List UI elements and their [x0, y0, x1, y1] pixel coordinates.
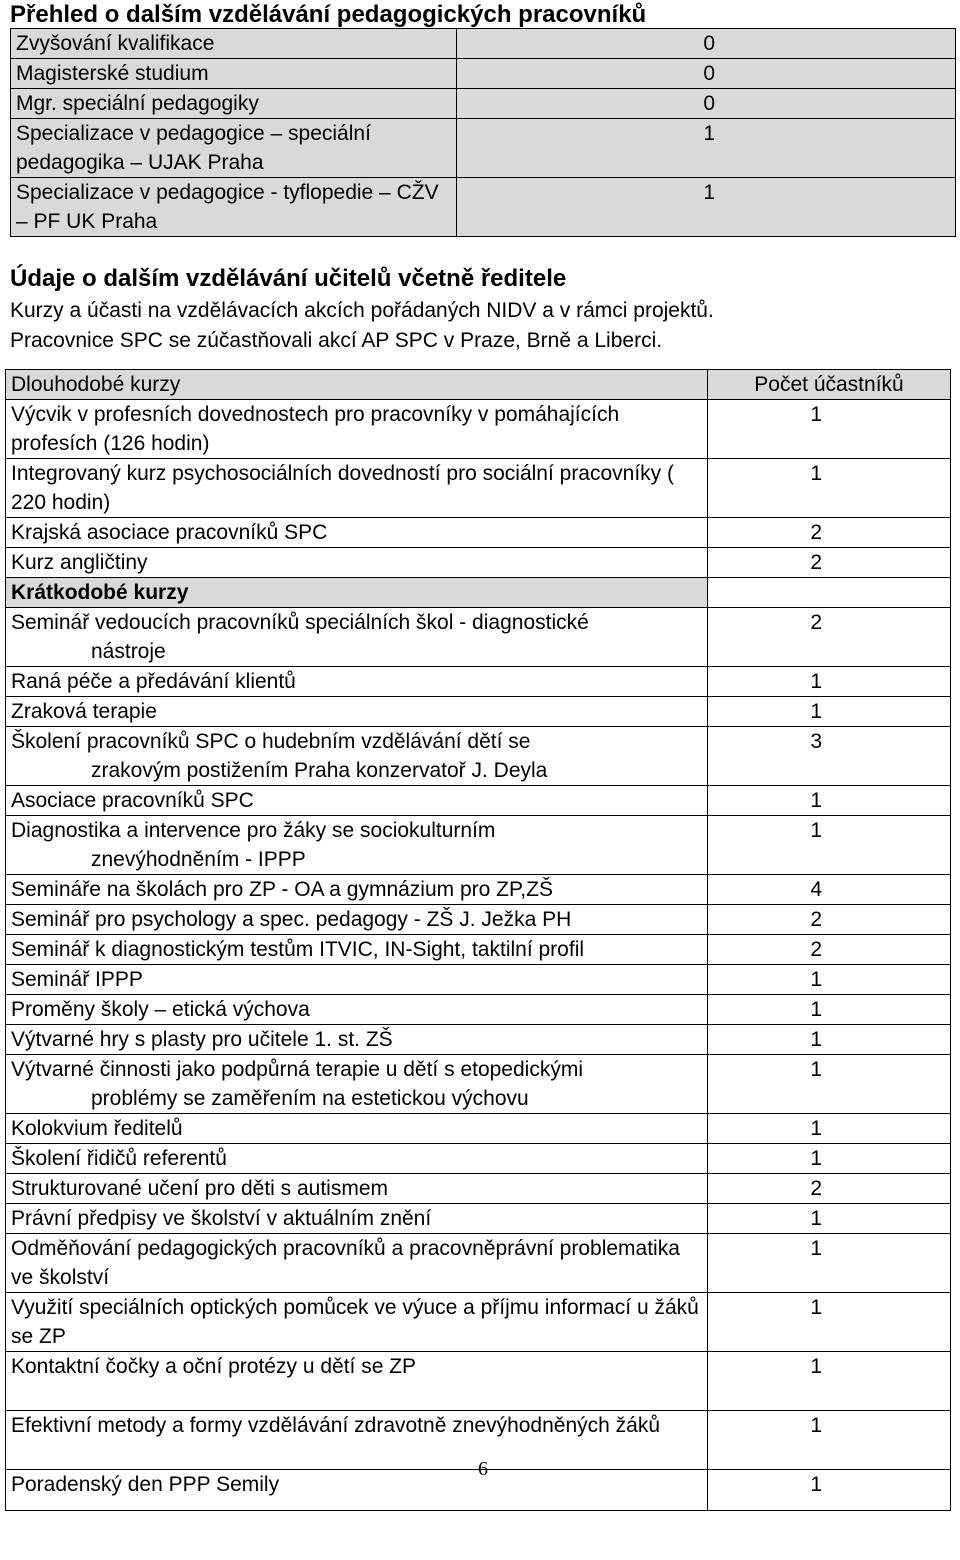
course-count: 1: [708, 400, 951, 459]
course-label: [6, 697, 708, 727]
row-label: Specializace v pedagogice – speciální pedagogika – UJAK Praha: [11, 119, 457, 178]
course-count: 1: [708, 786, 951, 816]
table-row: [6, 1055, 951, 1114]
table-row: [11, 178, 956, 237]
course-count: 2: [708, 1174, 951, 1204]
course-label: [6, 400, 708, 459]
row-count: 0: [457, 89, 956, 119]
course-label-text: Školení řidičů referentů: [11, 1147, 227, 1170]
table-row: [6, 1234, 951, 1293]
course-count: 3: [708, 727, 951, 786]
course-count: 2: [708, 905, 951, 935]
course-label: [6, 816, 708, 875]
table-row: [6, 935, 951, 965]
course-label-text: Efektivní metody a formy vzdělávání zdravotně znevýhodněných žáků: [11, 1414, 661, 1437]
course-label: [6, 1174, 708, 1204]
course-count: 2: [708, 518, 951, 548]
table-row: [6, 875, 951, 905]
course-label: [6, 1144, 708, 1174]
row-label: Zvyšování kvalifikace: [11, 29, 457, 59]
table-subheader-row: [6, 578, 951, 608]
table-row: [6, 816, 951, 875]
course-count: 1: [708, 1144, 951, 1174]
table-row: [6, 459, 951, 518]
course-count: 1: [708, 1025, 951, 1055]
table-row: [6, 548, 951, 578]
header-short-courses: Krátkodobé kurzy: [6, 578, 708, 608]
table-row: [6, 727, 951, 786]
course-label: [6, 1293, 708, 1352]
header-long-courses: Dlouhodobé kurzy: [6, 370, 708, 400]
course-label-text: Semináře na školách pro ZP - OA a gymnázium pro ZP,ZŠ: [11, 878, 553, 901]
table-row: [6, 995, 951, 1025]
course-count: 2: [708, 935, 951, 965]
page-number: 6: [478, 1458, 488, 1480]
course-label-text: Seminář k diagnostickým testům ITVIC, IN-Sight, taktilní profil: [11, 938, 585, 961]
course-label: [6, 1055, 708, 1114]
section2-paragraph-1: Kurzy a účasti na vzdělávacích akcích pořádaných NIDV a v rámci projektů.: [10, 299, 714, 322]
row-label: Magisterské studium: [11, 59, 457, 89]
course-label: [6, 1204, 708, 1234]
course-label-text: Seminář pro psychology a spec. pedagogy - ZŠ J. Ježka PH: [11, 908, 572, 931]
course-count: 2: [708, 548, 951, 578]
course-label-text: Raná péče a předávání klientů: [11, 670, 296, 693]
course-count: 1: [708, 995, 951, 1025]
section2-paragraph-2: Pracovnice SPC se zúčastňovali akcí AP SPC v Praze, Brně a Liberci.: [10, 329, 663, 352]
table-row: [6, 608, 951, 667]
course-label-text: Asociace pracovníků SPC: [11, 789, 254, 812]
course-label-text: Výtvarné činnosti jako podpůrná terapie u dětí s etopedickými: [11, 1058, 583, 1081]
course-label-text: Proměny školy – etická výchova: [11, 998, 310, 1021]
course-count: 4: [708, 875, 951, 905]
course-label-text: Odměňování pedagogických pracovníků a pracovněprávní problematika ve školství: [11, 1237, 680, 1289]
qualification-table: [10, 28, 956, 237]
course-label: [6, 786, 708, 816]
row-count: 1: [457, 119, 956, 178]
course-count: 1: [708, 1055, 951, 1114]
course-label: [6, 935, 708, 965]
course-label: [6, 608, 708, 667]
course-label: [6, 518, 708, 548]
row-count: 0: [457, 59, 956, 89]
row-count: 1: [457, 178, 956, 237]
course-label: [6, 1114, 708, 1144]
course-label: [6, 1025, 708, 1055]
course-count: 1: [708, 1234, 951, 1293]
course-label-text: Kurz angličtiny: [11, 551, 148, 574]
course-label-text: Výtvarné hry s plasty pro učitele 1. st. ZŠ: [11, 1028, 393, 1051]
course-label-text: Seminář IPPP: [11, 968, 143, 991]
course-count: 1: [708, 965, 951, 995]
table-row: [11, 29, 956, 59]
table-row: [6, 1025, 951, 1055]
courses-table: [5, 369, 951, 1511]
course-label-text: Kolokvium ředitelů: [11, 1117, 183, 1140]
course-label-text: Kontaktní čočky a oční protézy u dětí se ZP: [11, 1355, 417, 1378]
table-row: [6, 1174, 951, 1204]
course-label: [6, 995, 708, 1025]
course-label: [6, 1470, 708, 1511]
table-row: [6, 786, 951, 816]
course-label-text: Seminář vedoucích pracovníků speciálních škol - diagnostické: [11, 611, 589, 634]
table-row: [6, 697, 951, 727]
table-row: [6, 1352, 951, 1411]
course-label-text: Právní předpisy ve školství v aktuálním znění: [11, 1207, 432, 1230]
course-label-text: Zraková terapie: [11, 700, 157, 723]
course-label-text: Výcvik v profesních dovednostech pro pracovníky v pomáhajících profesích (126 hodin): [11, 403, 620, 455]
course-label-text: Krajská asociace pracovníků SPC: [11, 521, 328, 544]
course-label-continued: nástroje: [91, 640, 166, 663]
course-count: 2: [708, 608, 951, 667]
table-row: [6, 1144, 951, 1174]
table-row: [11, 89, 956, 119]
course-label-text: Využití speciálních optických pomůcek ve výuce a příjmu informací u žáků se ZP: [11, 1296, 699, 1348]
course-label-text: Školení pracovníků SPC o hudebním vzdělávání dětí se: [11, 730, 531, 753]
course-count: 1: [708, 1411, 951, 1470]
table-header-row: [6, 370, 951, 400]
table-row: [11, 59, 956, 89]
table-row: [6, 1114, 951, 1144]
course-label-continued: znevýhodněním - IPPP: [91, 848, 306, 871]
table-row: [6, 905, 951, 935]
row-label: Mgr. speciální pedagogiky: [11, 89, 457, 119]
course-count: 1: [708, 667, 951, 697]
course-label: [6, 459, 708, 518]
course-count: 1: [708, 1293, 951, 1352]
course-label-text: Strukturované učení pro děti s autismem: [11, 1177, 389, 1200]
course-label: [6, 905, 708, 935]
section2-title: Údaje o dalším vzdělávání učitelů včetně ředitele: [10, 265, 567, 292]
course-count: 1: [708, 1204, 951, 1234]
table-row: [6, 965, 951, 995]
course-count: 1: [708, 1470, 951, 1511]
course-label: [6, 965, 708, 995]
course-label-text: Poradenský den PPP Semily: [11, 1473, 280, 1496]
course-label: [6, 1411, 708, 1470]
table-row: [11, 119, 956, 178]
course-label-text: Integrovaný kurz psychosociálních dovedností pro sociální pracovníky ( 220 hodin): [11, 462, 675, 514]
course-label: [6, 875, 708, 905]
course-count: 1: [708, 697, 951, 727]
header-participants: Počet účastníků: [708, 370, 951, 400]
table-row: [6, 1293, 951, 1352]
course-count: 1: [708, 1352, 951, 1411]
row-label: Specializace v pedagogice - tyflopedie – CŽV – PF UK Praha: [11, 178, 457, 237]
course-label: [6, 1234, 708, 1293]
course-label-text: Diagnostika a intervence pro žáky se sociokulturním: [11, 819, 496, 842]
course-label-continued: problémy se zaměřením na estetickou výchovu: [91, 1087, 529, 1110]
table-row: [6, 1204, 951, 1234]
course-count: 1: [708, 459, 951, 518]
empty-cell: [708, 578, 951, 608]
row-count: 0: [457, 29, 956, 59]
course-label: [6, 667, 708, 697]
course-count: 1: [708, 816, 951, 875]
table-row: [6, 400, 951, 459]
course-count: 1: [708, 1114, 951, 1144]
section1-title: Přehled o dalším vzdělávání pedagogických pracovníků: [10, 1, 647, 28]
course-label: [6, 727, 708, 786]
table-row: [6, 667, 951, 697]
course-label: [6, 1352, 708, 1411]
course-label-continued: zrakovým postižením Praha konzervatoř J. Deyla: [91, 759, 548, 782]
table-row: [6, 518, 951, 548]
course-label: [6, 548, 708, 578]
